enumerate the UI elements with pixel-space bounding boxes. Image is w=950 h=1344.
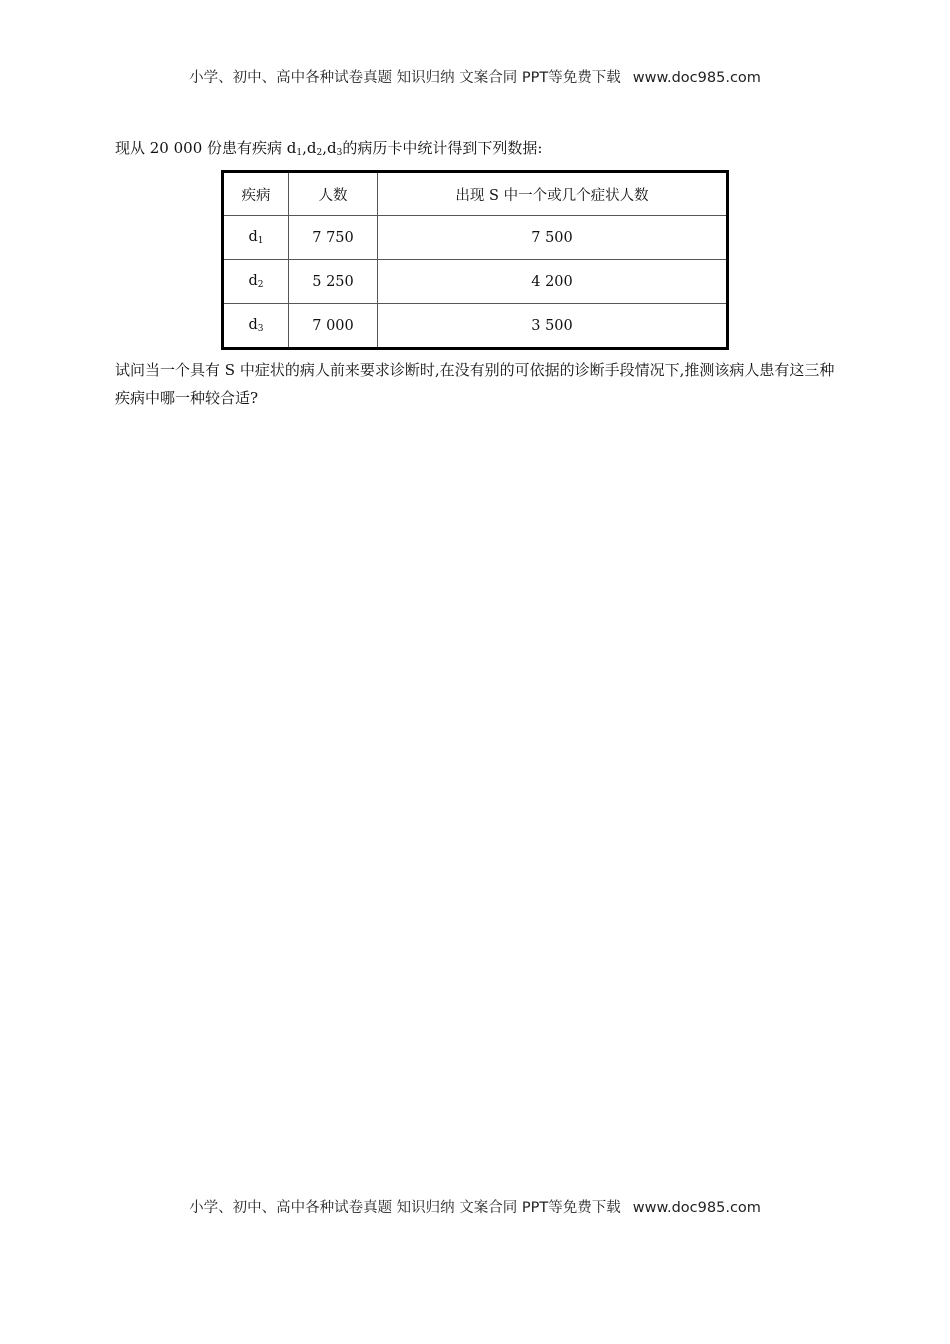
disease-sub: 1: [257, 236, 264, 246]
disease-cell: [223, 260, 289, 304]
disease-cell: [223, 216, 289, 260]
banner-text: 小学、初中、高中各种试卷真题 知识归纳 文案合同 PPT等免费下载: [189, 1200, 621, 1216]
intro-disease-d1: d: [286, 139, 297, 157]
count-cell: 5 250: [289, 260, 378, 304]
symptom-count-cell: 4 200: [378, 260, 728, 304]
banner-site-link[interactable]: www.doc985.com: [632, 70, 761, 86]
disease-sub: 2: [257, 280, 264, 290]
disease-name: d: [248, 273, 258, 289]
disease-sub: 3: [257, 324, 264, 334]
disease-cell: [223, 304, 289, 349]
intro-prefix: 现从 20 000 份患有疾病: [115, 139, 287, 157]
banner-text: 小学、初中、高中各种试卷真题 知识归纳 文案合同 PPT等免费下载: [189, 70, 621, 86]
header-symptom-count: 出现 S 中一个或几个症状人数: [378, 172, 728, 216]
intro-sep-2: ,: [322, 139, 328, 157]
header-disease: 疾病: [223, 172, 289, 216]
disease-name: d: [248, 317, 258, 333]
intro-sub-3: 3: [336, 148, 343, 158]
intro-sub-2: 2: [316, 148, 323, 158]
disease-name: d: [248, 229, 258, 245]
table-header-row: [223, 172, 728, 216]
count-cell: 7 000: [289, 304, 378, 349]
header-banner: [0, 66, 950, 87]
table-row: [223, 260, 728, 304]
intro-suffix: 的病历卡中统计得到下列数据:: [342, 139, 543, 157]
intro-disease-d2: d: [306, 139, 317, 157]
table-row: [223, 216, 728, 260]
intro-disease-d3: d: [327, 139, 337, 157]
footer-banner: [0, 1196, 950, 1217]
banner-site-link[interactable]: www.doc985.com: [632, 1200, 761, 1216]
header-count: 人数: [289, 172, 378, 216]
table-row: [223, 304, 728, 349]
question-paragraph: 试问当一个具有 S 中症状的病人前来要求诊断时,在没有别的可依据的诊断手段情况下,推测该病人患有这三种疾病中哪一种较合适?: [115, 361, 835, 407]
intro-paragraph: [115, 137, 542, 158]
symptom-count-cell: 3 500: [378, 304, 728, 349]
disease-data-table: [221, 170, 729, 350]
intro-sub-1: 1: [296, 148, 303, 158]
symptom-count-cell: 7 500: [378, 216, 728, 260]
intro-sep-1: ,: [302, 139, 307, 157]
count-cell: 7 750: [289, 216, 378, 260]
